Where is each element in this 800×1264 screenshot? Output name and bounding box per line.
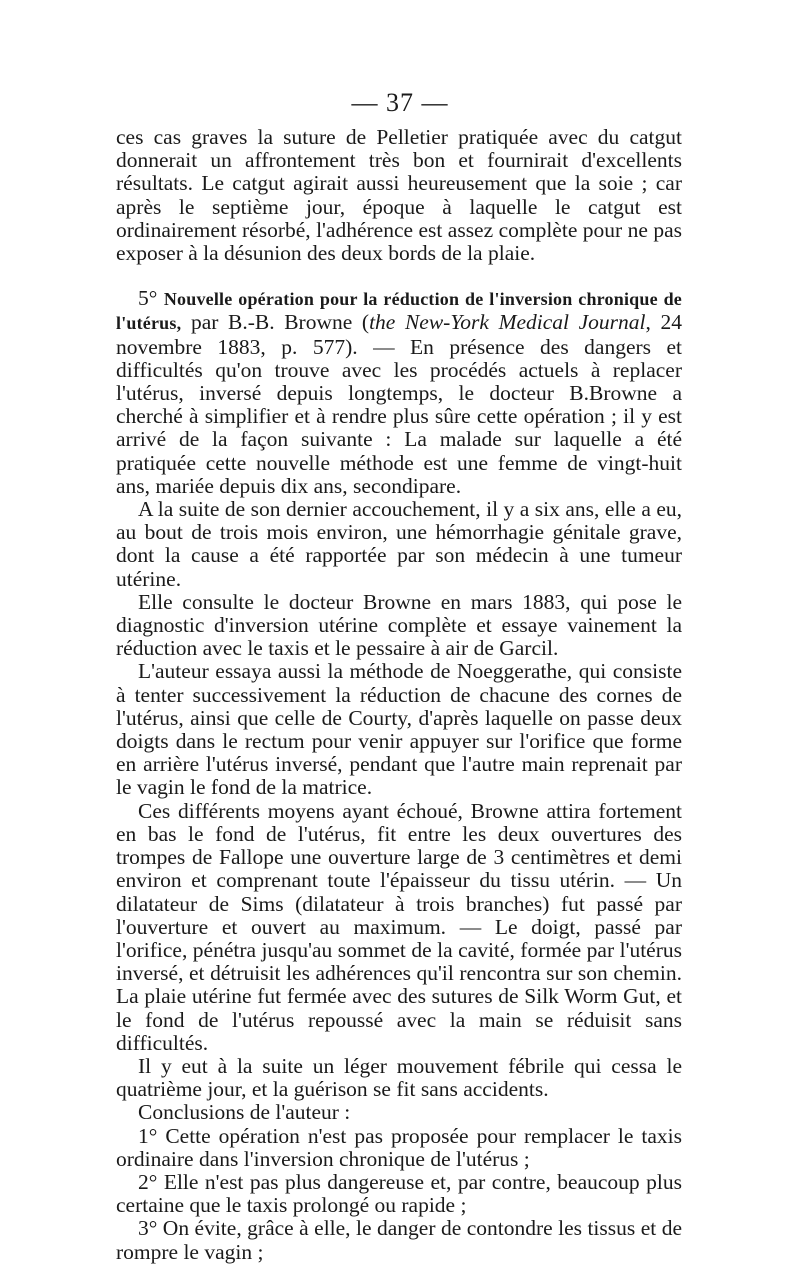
paragraph-5: Il y eut à la suite un léger mouvement fébrile qui cessa le quatrième jour, et la guérison se fit sans accidents. bbox=[116, 1053, 682, 1102]
intro-paragraph: ces cas graves la suture de Pelletier pratiquée avec du catgut donnerait un affrontement très bon et fournirait d'excellents résultats. Le catgut agirait aussi heureusement que la soie ; car après le septième jour, époque à laquelle le catgut est ordinairement résorbé, l'adhérence est assez complète pour ne pas exposer à la désunion des deux bords de la plaie. bbox=[116, 125, 682, 266]
citation-details: , 24 novembre 1883, p. 577). bbox=[116, 310, 683, 359]
journal-title: the New-York Medical Journal bbox=[369, 310, 646, 335]
conclusion-1: 1° Cette opération n'est pas proposée pour remplacer le taxis ordinaire dans l'inversion chronique de l'utérus ; bbox=[116, 1123, 682, 1171]
paragraph-3: L'auteur essaya aussi la méthode de Noeggerathe, qui consiste à tenter successivement la réduction de chacune des cornes de l'utérus, ainsi que celle de Courty, d'après laquelle on passe deux doigts dans le rectum pour venir appuyer sur l'orifice que forme en arrière l'utérus inversé, pendant que l'autre main reprenait par le vagin le fond de la matrice. bbox=[116, 659, 682, 800]
section-title: Nouvelle opération pour la réduction de l'inversion chronique de l'utérus, bbox=[116, 289, 682, 334]
section-paragraph bbox=[116, 287, 682, 498]
conclusion-2: 2° Elle n'est pas plus dangereuse et, par contre, beaucoup plus certaine que le taxis prolongé ou rapide ; bbox=[116, 1169, 682, 1218]
paragraph-4: Ces différents moyens ayant échoué, Browne attira fortement en bas le fond de l'utérus, fit entre les deux ouvertures des trompes de Fallope une ouverture large de 3 centimètres et demi environ et comprenant toute l'épaisseur du tissu utérin. — Un dilatateur de Sims (dilatateur à trois branches) fut passé par l'ouverture et ouvert au maximum. — Le doigt, passé par l'orifice, pénétra jusqu'au sommet de la cavité, formée par l'utérus inversé, et détruisit les adhérences qu'il rencontra sur son chemin. La plaie utérine fut fermée avec des sutures de Silk Worm Gut, et le fond de l'utérus repoussé avec la main se réduisit sans difficultés. bbox=[116, 798, 682, 1055]
conclusion-3: 3° On évite, grâce à elle, le danger de contondre les tissus et de rompre le vagin ; bbox=[116, 1216, 682, 1264]
page-number: — 37 — bbox=[351, 88, 449, 117]
section-author: par B.-B. Browne ( bbox=[190, 310, 370, 335]
section-number: 5° bbox=[138, 286, 158, 311]
page-body bbox=[116, 126, 682, 1264]
section-lead-text: — En présence des dangers et difficultés qu'on trouve avec les procédés actuels à replacer l'utérus, inversé depuis longtemps, le docteur B.Browne a cherché à simplifier et à rendre plus sûre cette opération ; il y est arrivé de la façon suivante : La malade sur laquelle a été pratiquée cette nouvelle méthode est une femme de vingt-huit ans, mariée depuis dix ans, secondipare. bbox=[116, 334, 682, 498]
paragraph-2: Elle consulte le docteur Browne en mars 1883, qui pose le diagnostic d'inversion utérine complète et essaye vainement la réduction avec le taxis et le pessaire à air de Garcil. bbox=[116, 589, 682, 661]
paragraph-1: A la suite de son dernier accouchement, il y a six ans, elle a eu, au bout de trois mois environ, une hémorrhagie génitale grave, dont la cause a été rapportée par son médecin à une tumeur utérine. bbox=[116, 497, 682, 591]
conclusions-heading: Conclusions de l'auteur : bbox=[138, 1100, 351, 1125]
